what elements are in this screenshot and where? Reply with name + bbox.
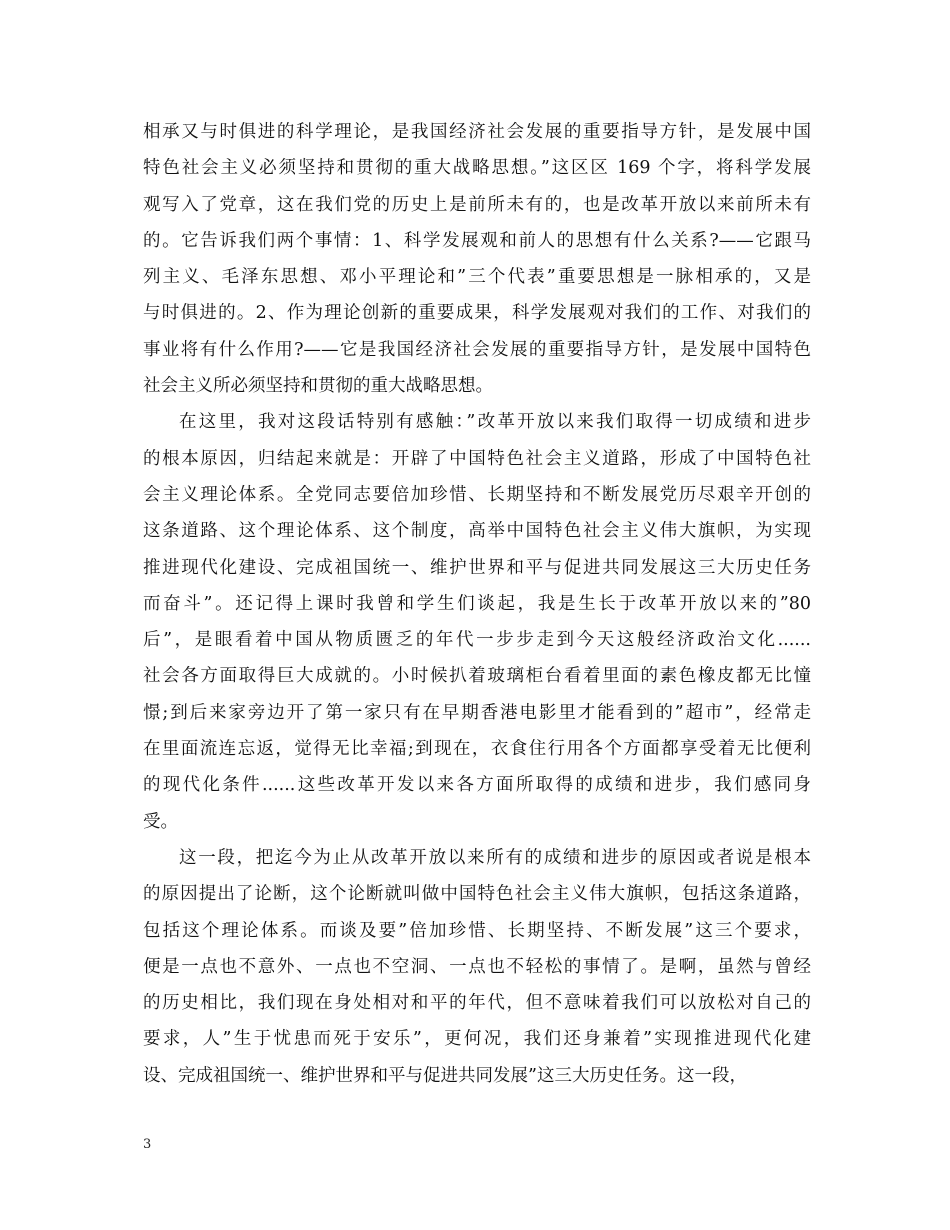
text-line: 列主义、毛泽东思想、邓小平理论和”三个代表”重要思想是一脉相承的，又是 [143,267,811,288]
body-text [143,114,811,1094]
text-line: 后”，是眼看着中国从物质匮乏的年代一步步走到今天这般经济政治文化...... [143,630,811,651]
text-line: 这一段，把迄今为止从改革开放以来所有的成绩和进步的原因或者说是根本 [179,847,811,868]
text-line: 设、完成祖国统一、维护世界和平与促进共同发展”这三大历史任务。这一段， [143,1065,747,1086]
text-line: 观写入了党章，这在我们党的历史上是前所未有的，也是改革开放以来前所未有 [143,194,811,215]
text-line: 包括这个理论体系。而谈及要”倍加珍惜、长期坚持、不断发展”这三个要求， [143,920,811,941]
text-line: 受。 [143,811,178,832]
text-line: 事业将有什么作用?——它是我国经济社会发展的重要指导方针，是发展中国特色 [143,339,811,360]
text-line: 在这里，我对这段话特别有感触：”改革开放以来我们取得一切成绩和进步 [179,412,811,433]
paragraph [143,114,811,404]
text-line: 要求，人”生于忧患而死于安乐”，更何况，我们还身兼着”实现推进现代化建 [143,1029,811,1050]
paragraph [143,840,811,1094]
page-number: 3 [143,1137,152,1152]
text-line: 的根本原因，归结起来就是：开辟了中国特色社会主义道路，形成了中国特色社 [143,448,811,469]
text-line: 特色社会主义必须坚持和贯彻的重大战略思想。”这区区 169 个字，将科学发展 [143,158,811,179]
text-line: 推进现代化建设、完成祖国统一、维护世界和平与促进共同发展这三大历史任务 [143,557,811,578]
text-line: 的现代化条件......这些改革开发以来各方面所取得的成绩和进步，我们感同身 [143,775,811,796]
text-line: 相承又与时俱进的科学理论，是我国经济社会发展的重要指导方针，是发展中国 [143,122,811,142]
text-line: 而奋斗”。还记得上课时我曾和学生们谈起，我是生长于改革开放以来的”80 [143,593,811,614]
text-line: 会主义理论体系。全党同志要倍加珍惜、长期坚持和不断发展党历尽艰辛开创的 [143,484,811,505]
text-line: 的原因提出了论断，这个论断就叫做中国特色社会主义伟大旗帜，包括这条道路， [143,884,811,905]
text-line: 这条道路、这个理论体系、这个制度，高举中国特色社会主义伟大旗帜，为实现 [143,521,811,542]
text-line: 在里面流连忘返，觉得无比幸福;到现在，衣食住行用各个方面都享受着无比便利 [143,739,811,760]
text-line: 的。它告诉我们两个事情：1、科学发展观和前人的思想有什么关系?——它跟马 [143,230,811,251]
text-line: 的历史相比，我们现在身处相对和平的年代，但不意味着我们可以放松对自己的 [143,993,811,1014]
text-line: 便是一点也不意外、一点也不空洞、一点也不轻松的事情了。是啊，虽然与曾经 [143,956,811,977]
text-line: 与时俱进的。2、作为理论创新的重要成果，科学发展观对我们的工作、对我们的 [143,303,811,324]
text-line: 社会各方面取得巨大成就的。小时候扒着玻璃柜台看着里面的素色橡皮都无比憧 [143,666,811,687]
paragraph [143,404,811,840]
text-line: 社会主义所必须坚持和贯彻的重大战略思想。 [143,376,493,397]
text-line: 憬;到后来家旁边开了第一家只有在早期香港电影里才能看到的”超市”，经常走 [143,702,811,723]
